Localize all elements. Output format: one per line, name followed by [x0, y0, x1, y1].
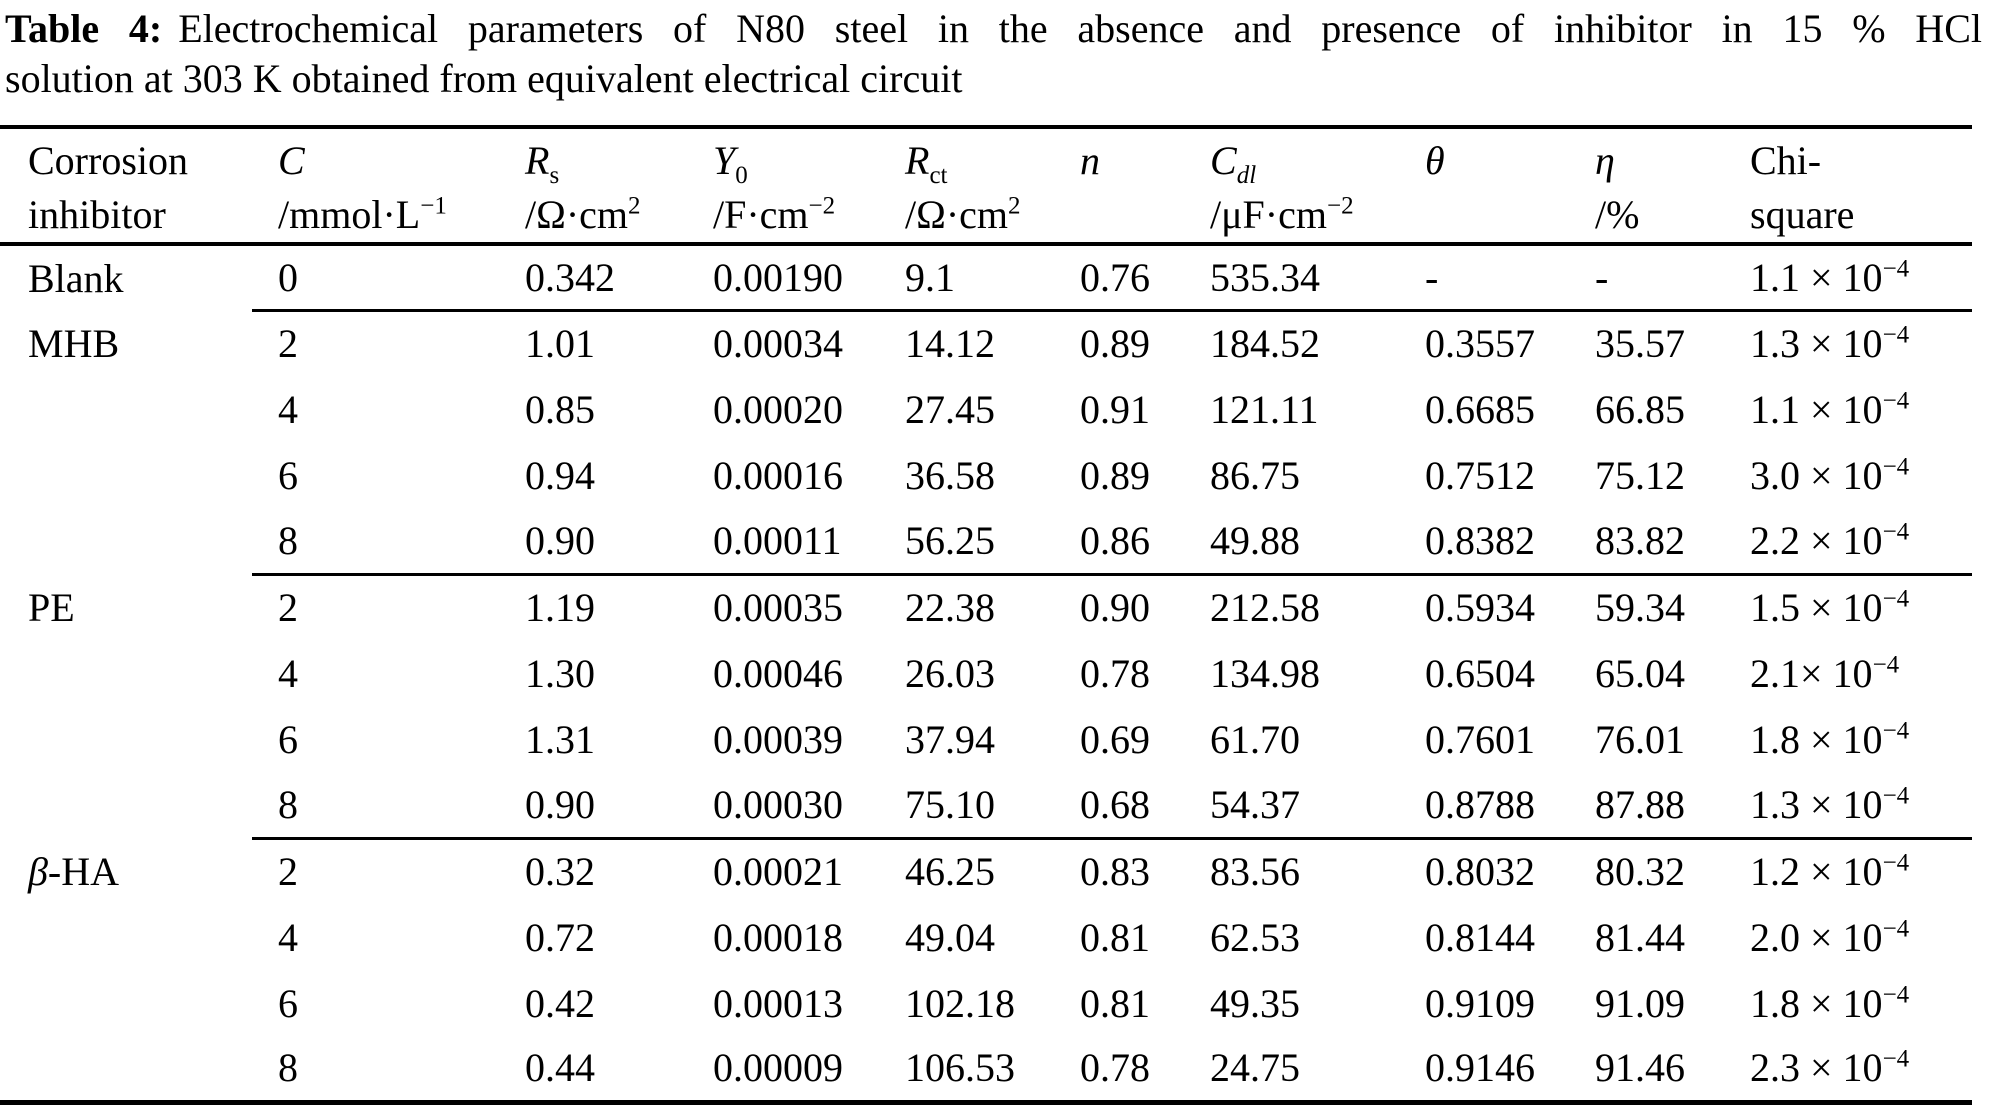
inhibitor-cell [0, 772, 252, 838]
concentration-cell: 2 [278, 321, 298, 367]
chi-square-cell: $2.3 \times 10^{-4}$ [1750, 1045, 1910, 1091]
cdl-cell: 54.37 [1210, 772, 1425, 838]
rct-cell: 75.10 [905, 772, 1080, 838]
table-row [0, 244, 1972, 310]
eta-cell: 75.12 [1595, 452, 1685, 498]
header-line: Chi- [1750, 138, 1822, 183]
caption-label: Table 4: [5, 6, 163, 51]
cdl-cell: 184.52 [1210, 321, 1320, 367]
theta-cell: - [1425, 244, 1595, 310]
n-cell: 0.91 [1080, 386, 1150, 432]
y0-cell: 0.00039 [713, 716, 843, 762]
inhibitor-cell [0, 442, 252, 508]
table-row [0, 310, 1972, 376]
rs-cell: 0.94 [525, 452, 595, 498]
eta-cell: 81.44 [1595, 914, 1685, 960]
rct-cell: 46.25 [905, 849, 995, 895]
header-line: Corrosion [28, 138, 188, 183]
chi-square-cell: $1.1 \times 10^{-4}$ [1750, 244, 1972, 310]
header-unit: /% [1595, 192, 1640, 237]
eta-cell: 59.34 [1595, 585, 1685, 631]
rct-cell: 106.53 [905, 1045, 1015, 1091]
n-cell: 0.81 [1080, 980, 1150, 1026]
rct-cell: 27.45 [905, 386, 995, 432]
y0-cell: 0.00011 [713, 508, 905, 574]
col-header-y0 [713, 127, 905, 244]
caption-text-line-1: Electrochemical parameters of N80 steel in the absence and presence of inhibitor in 15 % HCl [178, 6, 1982, 51]
n-cell: 0.76 [1080, 244, 1210, 310]
header-unit: $/mmol\cdot L^{-1}$ [278, 192, 447, 237]
col-header-eta [1595, 127, 1750, 244]
rs-cell: 0.32 [525, 849, 595, 895]
table-header [0, 127, 1972, 244]
table-row [0, 508, 1972, 574]
theta-cell: 0.8382 [1425, 508, 1595, 574]
n-cell: 0.86 [1080, 508, 1210, 574]
eta-cell: 65.04 [1595, 650, 1685, 696]
cdl-cell: 535.34 [1210, 244, 1425, 310]
theta-cell: 0.8032 [1425, 849, 1535, 895]
rct-cell: 37.94 [905, 716, 995, 762]
table-row [0, 1036, 1972, 1102]
concentration-cell: 6 [278, 716, 298, 762]
rs-cell: 0.72 [525, 914, 595, 960]
header-line: inhibitor [28, 192, 166, 237]
concentration-cell: 8 [252, 772, 525, 838]
header-symbol: $R_{ct}$ [905, 138, 948, 189]
y0-cell: 0.00018 [713, 914, 843, 960]
rs-cell: 1.30 [525, 650, 595, 696]
cdl-cell: 49.88 [1210, 508, 1425, 574]
n-cell: 0.83 [1080, 849, 1150, 895]
concentration-cell: 2 [278, 849, 298, 895]
table-row [0, 442, 1972, 508]
col-header-concentration [252, 127, 525, 244]
table-row [0, 706, 1972, 772]
header-symbol: C [278, 138, 305, 183]
header-unit: $/\mu F\cdot cm^{-2}$ [1210, 192, 1354, 237]
table-row [0, 970, 1972, 1036]
col-header-corrosion-inhibitor [0, 127, 252, 244]
cdl-cell: 61.70 [1210, 716, 1300, 762]
n-cell: 0.90 [1080, 585, 1150, 631]
inhibitor-cell [0, 1036, 252, 1102]
rct-cell: 49.04 [905, 914, 995, 960]
header-symbol: η [1595, 138, 1615, 183]
inhibitor-cell: MHB [28, 320, 120, 366]
theta-cell: 0.6685 [1425, 386, 1535, 432]
cdl-cell: 86.75 [1210, 452, 1300, 498]
header-unit: $/F\cdot cm^{-2}$ [713, 192, 836, 237]
rs-cell: 0.90 [525, 508, 713, 574]
theta-cell: 0.8144 [1425, 914, 1535, 960]
table-row [0, 772, 1972, 838]
table-caption [0, 0, 1989, 104]
table-row [0, 838, 1972, 904]
rs-cell: 0.90 [525, 772, 713, 838]
table-row [0, 640, 1972, 706]
chi-square-cell: $1.3 \times 10^{-4}$ [1750, 772, 1972, 838]
eta-cell: 91.09 [1595, 980, 1685, 1026]
chi-square-cell: $2.0 \times 10^{-4}$ [1750, 914, 1910, 960]
inhibitor-cell [0, 706, 252, 772]
chi-square-cell: $2.1\times 10^{-4}$ [1750, 650, 1900, 696]
theta-cell: 0.7512 [1425, 452, 1535, 498]
header-unit: $/\Omega\cdot cm^2$ [905, 192, 1021, 237]
rct-cell: 56.25 [905, 508, 1080, 574]
inhibitor-cell [0, 376, 252, 442]
inhibitor-cell [0, 904, 252, 970]
table-row [0, 904, 1972, 970]
rs-cell: 1.19 [525, 585, 595, 631]
header-line: square [1750, 192, 1855, 237]
n-cell: 0.69 [1080, 716, 1150, 762]
concentration-cell: 8 [252, 508, 525, 574]
table-row [0, 376, 1972, 442]
rs-cell: 0.42 [525, 980, 595, 1026]
y0-cell: 0.00190 [713, 244, 905, 310]
cdl-cell: 134.98 [1210, 650, 1320, 696]
col-header-rct [905, 127, 1080, 244]
inhibitor-cell [0, 970, 252, 1036]
chi-square-cell: $3.0 \times 10^{-4}$ [1750, 452, 1910, 498]
rct-cell: 14.12 [905, 321, 995, 367]
eta-cell: 35.57 [1595, 321, 1685, 367]
n-cell: 0.78 [1080, 1045, 1150, 1091]
cdl-cell: 121.11 [1210, 386, 1319, 432]
rs-cell: 1.31 [525, 716, 595, 762]
header-symbol: θ [1425, 138, 1445, 183]
n-cell: 0.81 [1080, 914, 1150, 960]
theta-cell: 0.7601 [1425, 716, 1535, 762]
header-symbol: $C_{dl}$ [1210, 138, 1257, 189]
cdl-cell: 24.75 [1210, 1045, 1300, 1091]
concentration-cell: 0 [252, 244, 525, 310]
n-cell: 0.89 [1080, 452, 1150, 498]
n-cell: 0.89 [1080, 321, 1150, 367]
cdl-cell: 212.58 [1210, 585, 1320, 631]
chi-square-cell: $1.2 \times 10^{-4}$ [1750, 849, 1910, 895]
caption-line-1 [5, 4, 1982, 54]
rct-cell: 26.03 [905, 650, 995, 696]
eta-cell: 80.32 [1595, 849, 1685, 895]
y0-cell: 0.00021 [713, 849, 843, 895]
rs-cell: 0.85 [525, 386, 595, 432]
concentration-cell: 6 [278, 980, 298, 1026]
rct-cell: 36.58 [905, 452, 995, 498]
eta-cell: 76.01 [1595, 716, 1685, 762]
concentration-cell: 4 [278, 386, 298, 432]
chi-square-cell: $1.1 \times 10^{-4}$ [1750, 386, 1910, 432]
rs-cell: 1.01 [525, 321, 595, 367]
header-symbol: $R_s$ [525, 138, 560, 189]
eta-cell: 91.46 [1595, 1045, 1685, 1091]
theta-cell: 0.9109 [1425, 980, 1535, 1026]
inhibitor-cell: Blank [28, 255, 124, 301]
concentration-cell: 6 [278, 452, 298, 498]
n-cell: 0.68 [1080, 772, 1210, 838]
chi-square-cell: $1.8 \times 10^{-4}$ [1750, 716, 1910, 762]
caption-line-2 [5, 54, 1983, 104]
concentration-cell: 2 [278, 585, 298, 631]
rct-cell: 22.38 [905, 585, 995, 631]
rct-cell: 9.1 [905, 244, 1080, 310]
header-symbol: n [1080, 138, 1100, 183]
theta-cell: 0.9146 [1425, 1045, 1535, 1091]
theta-cell: 0.3557 [1425, 321, 1535, 367]
inhibitor-cell [0, 640, 252, 706]
table-row [0, 574, 1972, 640]
table-body [0, 244, 1972, 1102]
header-symbol: $Y_0$ [713, 138, 748, 189]
y0-cell: 0.00030 [713, 772, 905, 838]
col-header-n [1080, 127, 1210, 244]
cdl-cell: 62.53 [1210, 914, 1300, 960]
concentration-cell: 4 [278, 650, 298, 696]
inhibitor-cell [0, 508, 252, 574]
cdl-cell: 49.35 [1210, 980, 1300, 1026]
col-header-theta [1425, 127, 1595, 244]
theta-cell: 0.6504 [1425, 650, 1535, 696]
y0-cell: 0.00016 [713, 452, 843, 498]
electrochemical-parameters-table [0, 125, 1972, 1105]
chi-square-cell: $1.8 \times 10^{-4}$ [1750, 980, 1910, 1026]
header-row [0, 127, 1972, 244]
col-header-chi-square [1750, 127, 1972, 244]
rct-cell: 102.18 [905, 980, 1015, 1026]
concentration-cell: 8 [278, 1045, 298, 1091]
eta-cell: 83.82 [1595, 508, 1750, 574]
chi-square-cell: $1.5 \times 10^{-4}$ [1750, 585, 1910, 631]
n-cell: 0.78 [1080, 650, 1150, 696]
inhibitor-cell: β-HA [28, 848, 120, 894]
col-header-rs [525, 127, 713, 244]
rs-cell: 0.342 [525, 244, 713, 310]
eta-cell: 87.88 [1595, 772, 1750, 838]
y0-cell: 0.00046 [713, 650, 843, 696]
eta-cell: 66.85 [1595, 386, 1685, 432]
eta-cell: - [1595, 244, 1750, 310]
chi-square-cell: $2.2 \times 10^{-4}$ [1750, 508, 1972, 574]
header-unit: $/\Omega\cdot cm^2$ [525, 192, 641, 237]
y0-cell: 0.00009 [713, 1045, 843, 1091]
chi-square-cell: $1.3 \times 10^{-4}$ [1750, 321, 1910, 367]
theta-cell: 0.5934 [1425, 585, 1535, 631]
theta-cell: 0.8788 [1425, 772, 1595, 838]
concentration-cell: 4 [278, 914, 298, 960]
y0-cell: 0.00020 [713, 386, 843, 432]
inhibitor-cell: PE [28, 584, 75, 630]
col-header-cdl [1210, 127, 1425, 244]
caption-text-line-2: solution at 303 K obtained from equivalent electrical circuit [5, 56, 963, 101]
cdl-cell: 83.56 [1210, 849, 1300, 895]
y0-cell: 0.00035 [713, 585, 843, 631]
y0-cell: 0.00034 [713, 321, 843, 367]
y0-cell: 0.00013 [713, 980, 843, 1026]
rs-cell: 0.44 [525, 1045, 595, 1091]
